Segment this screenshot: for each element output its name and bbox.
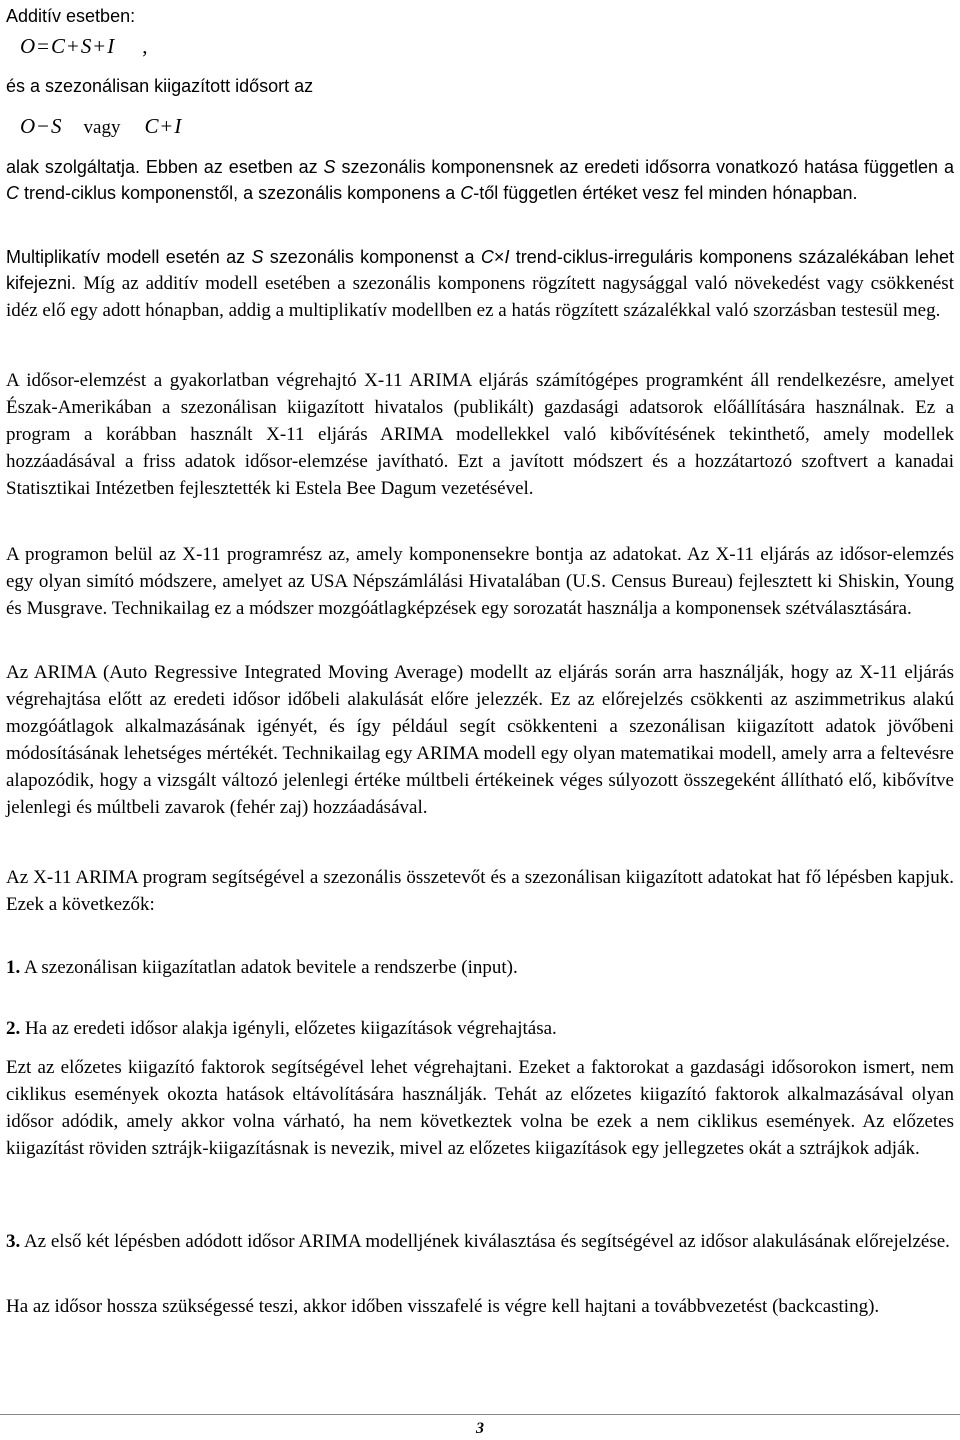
formula-var-c: C [144, 114, 159, 138]
paragraph-additive-explanation: alak szolgáltatja. Ebben az esetben az S szezonális komponensnek az eredeti idősorra vonatkozó hatása független a C trend-ciklus komponenstől, a szezonális komponens a C-től független értéket vesz fel minden hónapban. [6, 157, 954, 203]
paragraph-x11-arima-program: A idősor-elemzést a gyakorlatban végrehajtó X-11 ARIMA eljárás számítógépes programként áll rendelkezésre, amelyet Észak-Amerikában a szezonálisan kiigazított hivatalos (publikált) gazdasági adatsorok előállítására használnak. Ez a program a korábban használt X-11 eljárás ARIMA modellekkel való kibővítésének tekinthető, amely modellek hozzáadásával a friss adatok idősor-elemzése javítható. Ezt a javított módszert és a hozzátartozó szoftvert a kanadai Statisztikai Intézetben fejlesztették ki Estela Bee Dagum vezetésével. [6, 370, 954, 499]
paragraph-pre-adjustment: Ezt az előzetes kiigazító faktorok segítségével lehet végrehajtani. Ezeket a faktorokat a gazdasági idősorokon ismert, nem ciklikus események okozta hatások eltávolítására használják. Tehát az előzetes kiigazító faktorok alkalmazásával olyan idősor adódik, amely akkor volna várható, ha nem következtek volna be ezek a nem ciklikus események. Az előzetes kiigazítást röviden sztrájk-kiigazításnak is nevezik, mivel az előzetes kiigazítások egy jellegzetes okát a sztrájkok adják. [6, 1057, 954, 1159]
seasonal-adjusted-intro: és a szezonálisan kiigazított idősort az [6, 76, 314, 96]
page-number: 3 [476, 1420, 484, 1437]
var-c: C [480, 247, 494, 267]
var-s: S [251, 247, 264, 267]
var-i: I [504, 247, 510, 267]
times-sign: × [493, 247, 505, 267]
var-s: S [323, 157, 336, 177]
step-2 [6, 1015, 954, 1042]
step-number: 3. [6, 1231, 21, 1252]
paragraph-backcasting: Ha az idősor hossza szükségessé teszi, akkor időben visszafelé is végre kell hajtani a továbbvezetést (backcasting). [6, 1296, 880, 1317]
additive-heading: Additív esetben: [6, 6, 136, 26]
step-text: A szezonálisan kiigazítatlan adatok bevitele a rendszerbe (input). [23, 957, 518, 978]
step-number: 2. [6, 1018, 21, 1039]
paragraph-six-steps-intro: Az X-11 ARIMA program segítségével a szezonális összetevőt és a szezonálisan kiigazított adatokat hat fő lépésben kapjuk. Ezek a következők: [6, 867, 954, 915]
formula-var-i: I [107, 34, 115, 58]
formula-plus: + [93, 34, 106, 58]
formula-plus: + [67, 34, 79, 58]
formula-var-s: S [80, 34, 92, 58]
var-c: C [6, 183, 19, 203]
step-3 [6, 1228, 954, 1255]
paragraph-multiplicative: Multiplikatív modell esetén az S szezonális komponenst a C×I trend-ciklus-irreguláris komponens százalékában lehet kifejezni. Míg az additív modell esetében a szezonális komponens rögzített nagysággal való növekedést vagy csökkenést idéz elő egy adott hónapban, addig a multiplikatív modellben ez a hatás rögzített százalékkal való szorzásban testesül meg. [6, 247, 954, 321]
formula-var-o: O [20, 34, 36, 58]
formula-comma: , [142, 34, 148, 58]
footer-divider [0, 1414, 960, 1415]
formula-minus: − [37, 114, 50, 138]
formula-var-o: O [20, 114, 36, 138]
formula-equals: = [37, 34, 50, 58]
formula-plus: + [160, 114, 173, 138]
formula-var-i: I [174, 114, 182, 138]
formula-var-c: C [51, 34, 66, 58]
adjusted-formula [20, 114, 181, 139]
step-text: Ha az eredeti idősor alakja igényli, előzetes kiigazítások végrehajtása. [25, 1018, 557, 1039]
step-1 [6, 954, 954, 981]
formula-or-word: vagy [83, 117, 121, 138]
var-c: C [460, 183, 474, 203]
paragraph-arima-model: Az ARIMA (Auto Regressive Integrated Moving Average) modellt az eljárás során arra használják, hogy az X-11 eljárás végrehajtása előtt az eredeti idősor időbeli alakulását előre jelezzék. Ez az előrejelzés csökkenti az aszimmetrikus alakú mozgóátlagok alkalmazásának igényét, és így például segít csökkenteni a szezonálisan kiigazított adatok jövőbeni módosításának lehetséges mértékét. Technikailag egy ARIMA modell egy olyan matematikai modell, amely arra a feltevésre alapozódik, hogy a vizsgált változó jelenlegi értéke múltbeli értékeinek véges súlyozott összegeként állítható elő, kibővítve jelenlegi és múltbeli zavarok (fehér zaj) hozzáadásával. [6, 662, 954, 818]
additive-formula [20, 34, 147, 59]
step-number: 1. [6, 957, 21, 978]
formula-var-s: S [51, 114, 62, 138]
step-text: Az első két lépésben adódott idősor ARIMA modelljének kiválasztása és segítségével az idősor alakulásának előrejelzése. [23, 1231, 950, 1252]
paragraph-x11-component: A programon belül az X-11 programrész az, amely komponensekre bontja az adatokat. Az X-11 eljárás az idősor-elemzés egy olyan simító módszere, amelyet az USA Népszámlálási Hivatalában (U.S. Census Bureau) fejlesztett ki Shiskin, Young és Musgrave. Technikailag ez a módszer mozgóátlagképzések egy sorozatát használja a komponensek szétválasztására. [6, 544, 954, 619]
